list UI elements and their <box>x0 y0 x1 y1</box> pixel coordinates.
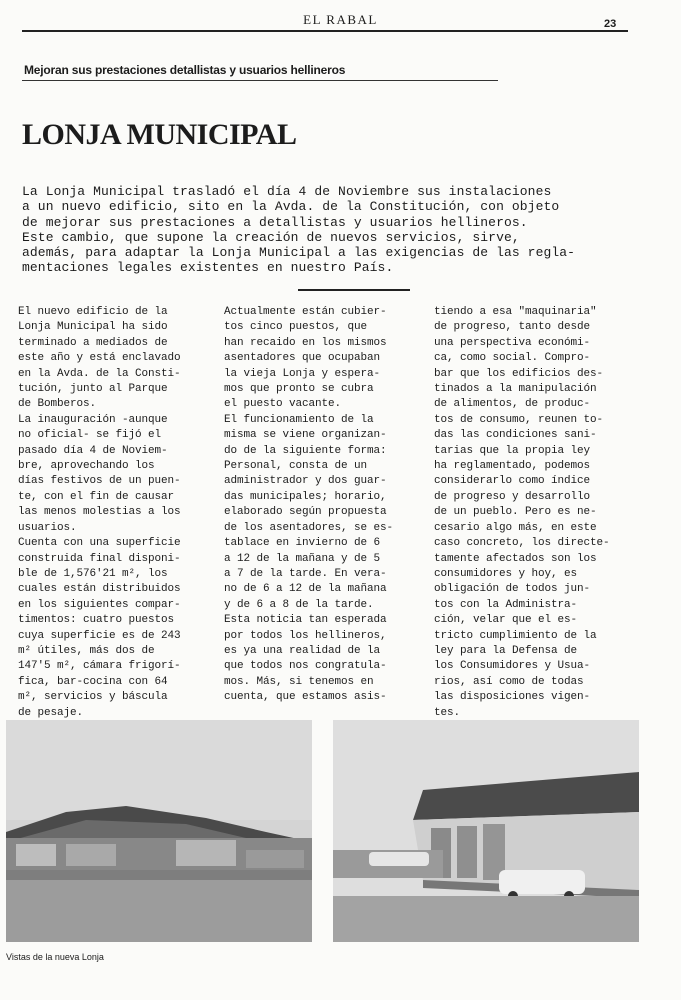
kicker: Mejoran sus prestaciones detallistas y usuarios hellineros <box>24 63 346 77</box>
body-line: fica, bar-cocina con 64 <box>18 675 168 688</box>
body-line: mos que pronto se cubra <box>224 383 374 396</box>
body-line: de alimentos, de produc- <box>434 398 591 411</box>
body-line: obligación de todos jun- <box>434 583 591 596</box>
lead-line: La Lonja Municipal trasladó el día 4 de Noviembre sus instalaciones <box>22 184 552 199</box>
body-line: de progreso y desarrollo <box>434 490 591 503</box>
body-line: ha reglamentado, podemos <box>434 460 591 473</box>
body-line: y de 6 a 8 de la tarde. <box>224 598 374 611</box>
body-line: consumidores y hoy, es <box>434 567 578 580</box>
body-line: a 7 de la tarde. En vera- <box>224 567 387 580</box>
body-line: de Bomberos. <box>18 398 97 411</box>
body-line: ca, como social. Compro- <box>434 352 591 365</box>
lead-line: además, para adaptar la Lonja Municipal a las exigencias de las regla- <box>22 245 576 261</box>
body-line: bre, aprovechando los <box>18 460 155 473</box>
body-line: no oficial- se fijó el <box>18 429 162 442</box>
body-column-2 <box>224 305 420 706</box>
body-line: las menos molestias a los <box>18 506 181 519</box>
body-line: tarias que la propia ley <box>434 444 591 457</box>
body-line: terminado a mediados de <box>18 336 168 349</box>
body-line: han recaido en los mismos <box>224 336 387 349</box>
body-line: cuya superficie es de 243 <box>18 629 181 642</box>
body-line: los Consumidores y Usua- <box>434 660 591 673</box>
body-line: de pesaje. <box>18 706 84 719</box>
body-line: usuarios. <box>18 521 77 534</box>
body-line: das las condiciones sani- <box>434 429 597 442</box>
body-line: de progreso, tanto desde <box>434 321 591 334</box>
body-line: m² útiles, más dos de <box>18 644 155 657</box>
body-line: ción, velar que el es- <box>434 614 578 627</box>
photo-caption: Vistas de la nueva Lonja <box>6 952 104 962</box>
body-line: cesario algo más, en este <box>434 521 597 534</box>
body-line: tos de consumo, reunen to- <box>434 413 604 426</box>
body-line: ble de 1,576'21 m², los <box>18 567 168 580</box>
lead-line: de mejorar sus prestaciones a detallistas y usuarios hellineros. <box>22 214 528 230</box>
body-line: Esta noticia tan esperada <box>224 614 387 627</box>
body-line: tución, junto al Parque <box>18 383 168 396</box>
body-line: tablace en invierno de 6 <box>224 537 381 550</box>
page-number: 23 <box>604 18 617 30</box>
body-line: a 12 de la mañana y de 5 <box>224 552 381 565</box>
body-line: tos con la Administra- <box>434 598 578 611</box>
body-line: misma se viene organizan- <box>224 429 387 442</box>
body-line: timentos: cuatro puestos <box>18 614 175 627</box>
body-line: rios, así como de todas <box>434 675 584 688</box>
body-line: La inauguración -aunque <box>18 413 168 426</box>
body-line: Lonja Municipal ha sido <box>18 321 168 334</box>
body-line: este año y está enclavado <box>18 352 181 365</box>
body-line: tamente afectados son los <box>434 552 597 565</box>
body-column-1 <box>18 305 214 721</box>
header-rule <box>22 30 628 32</box>
body-line: Cuenta con una superficie <box>18 537 181 550</box>
body-line: das municipales; horario, <box>224 490 387 503</box>
body-line: considerarlo como índice <box>434 475 591 488</box>
body-line: cuales están distribuidos <box>18 583 181 596</box>
body-line: es ya una realidad de la <box>224 644 381 657</box>
body-line: asentadores que ocupaban <box>224 352 381 365</box>
body-line: construida final disponi- <box>18 552 181 565</box>
body-column-3 <box>434 305 630 721</box>
body-line: elaborado según propuesta <box>224 506 387 519</box>
body-line: de un pueblo. Pero es ne- <box>434 506 597 519</box>
body-line: administrador y dos guar- <box>224 475 387 488</box>
body-line: tinados a la manipulación <box>434 383 597 396</box>
photo-building-right <box>333 720 639 942</box>
body-line: tricto cumplimiento de la <box>434 629 597 642</box>
body-line: las disposiciones vigen- <box>434 691 591 704</box>
lead-line: mentaciones legales existentes en nuestro País. <box>22 260 394 276</box>
body-line: El nuevo edificio de la <box>18 306 168 318</box>
body-line: cuenta, que estamos asis- <box>224 691 387 704</box>
lead-rule <box>298 289 410 291</box>
body-line: días festivos de un puen- <box>18 475 181 488</box>
lead-line: a un nuevo edificio, sito en la Avda. de la Constitución, con objeto <box>22 199 560 215</box>
body-line: la vieja Lonja y espera- <box>224 367 381 380</box>
body-line: el puesto vacante. <box>224 398 342 411</box>
body-line: en los siguientes compar- <box>18 598 181 611</box>
headline: LONJA MUNICIPAL <box>22 118 297 151</box>
running-title: EL RABAL <box>303 12 378 27</box>
body-line: tes. <box>434 706 461 719</box>
body-line: El funcionamiento de la <box>224 413 374 426</box>
body-line: tos cinco puestos, que <box>224 321 368 334</box>
body-line: Actualmente están cubier- <box>224 306 387 318</box>
body-line: caso concreto, los directe- <box>434 537 610 550</box>
lead-line: Este cambio, que supone la creación de nuevos servicios, sirve, <box>22 229 520 245</box>
body-line: m², servicios y báscula <box>18 691 168 704</box>
lead-paragraph <box>22 184 622 276</box>
body-line: 147'5 m², cámara frigorí- <box>18 660 181 673</box>
body-line: por todos los hellineros, <box>224 629 387 642</box>
body-line: bar que los edificios des- <box>434 367 604 380</box>
body-line: que todos nos congratula- <box>224 660 387 673</box>
body-line: ley para la Defensa de <box>434 644 578 657</box>
body-line: de los asentadores, se es- <box>224 521 394 534</box>
body-line: en la Avda. de la Consti- <box>18 367 181 380</box>
body-line: pasado día 4 de Noviem- <box>18 444 168 457</box>
body-line: una perspectiva económi- <box>434 336 591 349</box>
body-line: te, con el fin de causar <box>18 490 175 503</box>
body-line: do de la siguiente forma: <box>224 444 387 457</box>
body-line: Personal, consta de un <box>224 460 368 473</box>
body-line: tiendo a esa "maquinaria" <box>434 306 597 318</box>
kicker-rule <box>22 80 498 81</box>
body-line: no de 6 a 12 de la mañana <box>224 583 387 596</box>
photo-building-left <box>6 720 312 942</box>
body-line: mos. Más, si tenemos en <box>224 675 374 688</box>
